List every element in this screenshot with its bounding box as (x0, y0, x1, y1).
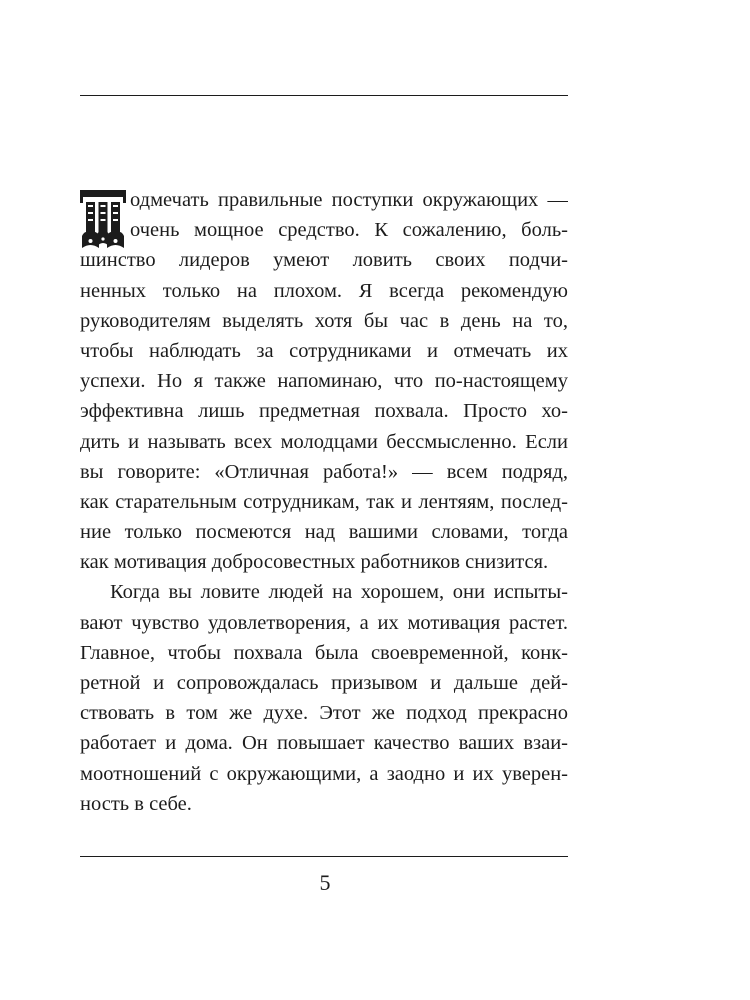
text-line: дить и называть всех молодцами бессмысленно. Если (80, 430, 568, 453)
text-line: ненных только на плохом. Я всегда рекомендую (80, 279, 568, 302)
text-line: шинство лидеров умеют ловить своих подчи- (80, 249, 568, 272)
text-line: ние только посмеются над вашими словами, тогда (80, 521, 568, 544)
text-line: моотношений с окружающими, а заодно и их уверен- (80, 762, 568, 785)
text-line: как мотивация добросовестных работников снизится. (80, 551, 549, 574)
text-line: вают чувство удовлетворения, а их мотивация растет. (80, 611, 568, 634)
text-line: работает и дома. Он повышает качество ваших взаи- (80, 732, 568, 755)
text-line: одмечать правильные поступки окружающих — (130, 189, 568, 211)
footer-rule (80, 856, 568, 857)
paragraph-1 (80, 185, 568, 577)
text-line: эффективна лишь предметная похвала. Просто хо- (80, 400, 568, 423)
text-line: как старательным сотрудникам, так и лентяям, послед- (80, 490, 568, 513)
body-text (80, 185, 568, 819)
text-line: руководителям выделять хотя бы час в день на то, (80, 309, 568, 332)
header-rule (80, 95, 568, 96)
text-line: Когда вы ловите людей на хорошем, они испыты- (110, 581, 568, 604)
text-line: вы говорите: «Отличная работа!» — всем подряд, (80, 460, 568, 483)
page-number: 5 (319, 870, 331, 895)
text-line: очень мощное средство. К сожалению, боль- (130, 219, 568, 242)
text-line: ность в себе. (80, 792, 192, 815)
paragraph-2 (80, 577, 568, 819)
text-line: ствовать в том же духе. Этот же подход прекрасно (80, 702, 568, 725)
text-line: успехи. Но я также напоминаю, что по-настоящему (80, 370, 568, 393)
text-line: ретной и сопровождалась призывом и дальше дей- (80, 672, 568, 694)
text-line: Главное, чтобы похвала была своевременной, конк- (80, 641, 568, 664)
text-line: чтобы наблюдать за сотрудниками и отмечать их (80, 339, 568, 362)
